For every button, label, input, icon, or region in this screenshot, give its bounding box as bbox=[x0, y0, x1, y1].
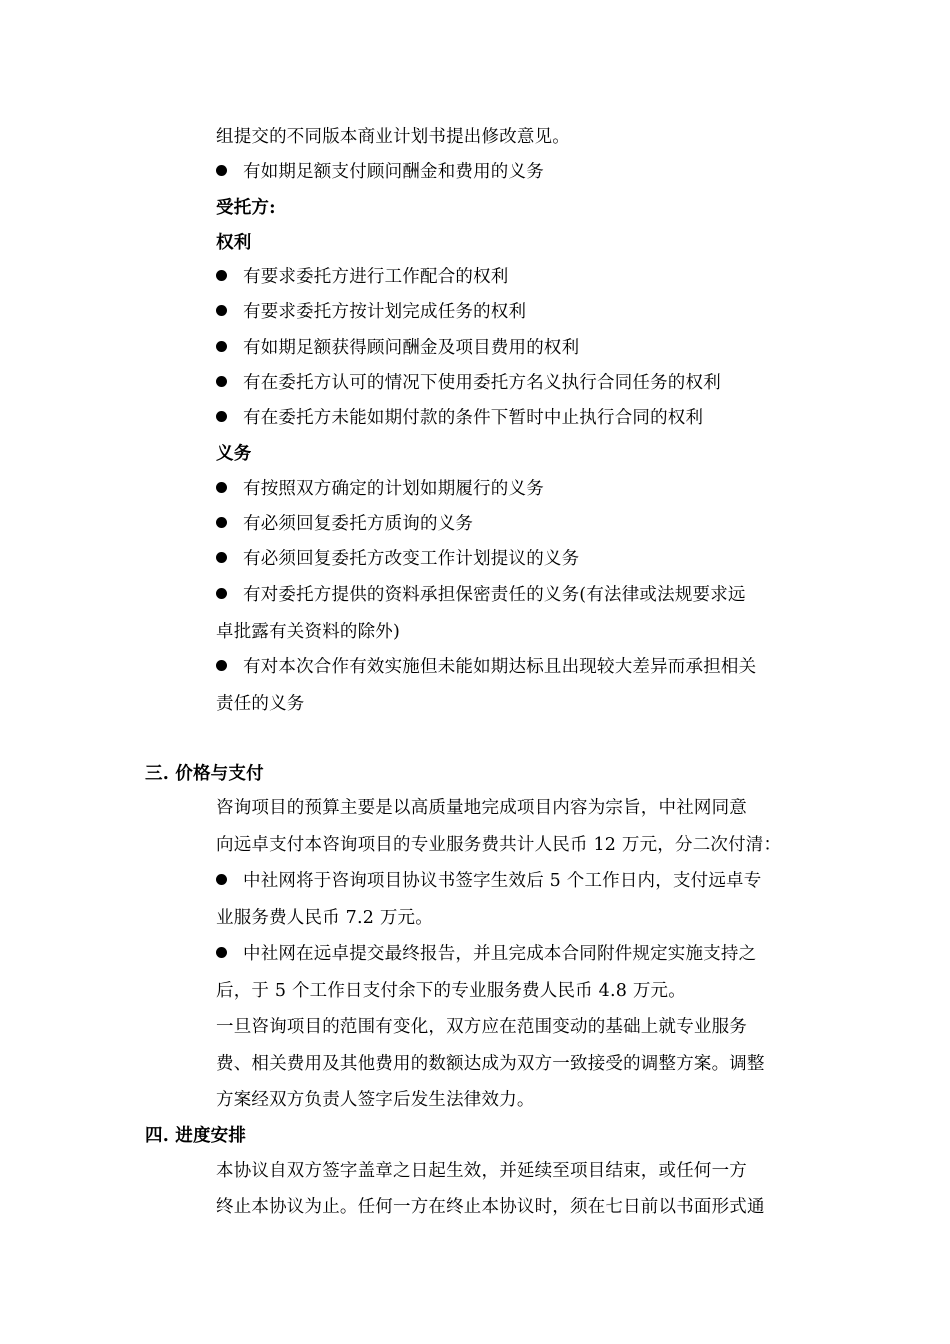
obligations-item bbox=[216, 547, 579, 571]
rights-item-text: 有在委托方未能如期付款的条件下暂时中止执行合同的权利 bbox=[243, 408, 704, 428]
obligations-item-continuation: 卓批露有关资料的除外) bbox=[216, 622, 401, 642]
section-4-heading: 四. 进度安排 bbox=[145, 1126, 247, 1146]
obligations-heading: 义务 bbox=[216, 444, 252, 464]
bullet-icon bbox=[216, 482, 227, 493]
obligations-item-text: 有必须回复委托方改变工作计划提议的义务 bbox=[243, 549, 580, 569]
rights-item bbox=[216, 336, 579, 360]
rights-heading: 权利 bbox=[216, 233, 252, 253]
bullet-icon bbox=[216, 411, 227, 422]
section-4-paragraph: 终止本协议为止。任何一方在终止本协议时，须在七日前以书面形式通 bbox=[216, 1197, 765, 1217]
section-3-paragraph: 费、相关费用及其他费用的数额达成为双方一致接受的调整方案。调整 bbox=[216, 1054, 765, 1074]
rights-item-text: 有要求委托方按计划完成任务的权利 bbox=[243, 302, 527, 322]
bullet-icon bbox=[216, 517, 227, 528]
obligations-item-text: 有对本次合作有效实施但未能如期达标且出现较大差异而承担相关 bbox=[243, 657, 757, 677]
payment-item-continuation: 业服务费人民币 7.2 万元。 bbox=[216, 908, 433, 928]
obligations-item bbox=[216, 477, 544, 501]
payment-item-text: 中社网将于咨询项目协议书签字生效后 5 个工作日内，支付远卓专 bbox=[243, 871, 762, 891]
bullet-icon bbox=[216, 270, 227, 281]
bullet-icon bbox=[216, 341, 227, 352]
client-obligation-item bbox=[216, 160, 544, 184]
obligations-item bbox=[216, 655, 756, 679]
rights-item bbox=[216, 371, 721, 395]
bullet-icon bbox=[216, 376, 227, 387]
bullet-icon bbox=[216, 165, 227, 176]
payment-item bbox=[216, 942, 756, 966]
obligations-item-text: 有按照双方确定的计划如期履行的义务 bbox=[243, 479, 544, 499]
obligations-item bbox=[216, 512, 473, 536]
section-3-heading: 三. 价格与支付 bbox=[145, 764, 264, 784]
bullet-icon bbox=[216, 660, 227, 671]
continuation-text: 组提交的不同版本商业计划书提出修改意见。 bbox=[216, 127, 570, 147]
section-3-paragraph: 向远卓支付本咨询项目的专业服务费共计人民币 12 万元，分二次付清： bbox=[216, 835, 782, 855]
rights-item bbox=[216, 300, 526, 324]
obligations-item-text: 有必须回复委托方质询的义务 bbox=[243, 514, 474, 534]
rights-item bbox=[216, 406, 703, 430]
bullet-icon bbox=[216, 947, 227, 958]
payment-item-continuation: 后，于 5 个工作日支付余下的专业服务费人民币 4.8 万元。 bbox=[216, 981, 686, 1001]
payment-item-text: 中社网在远卓提交最终报告，并且完成本合同附件规定实施支持之 bbox=[243, 944, 757, 964]
section-3-paragraph: 咨询项目的预算主要是以高质量地完成项目内容为宗旨，中社网同意 bbox=[216, 798, 747, 818]
rights-item-text: 有在委托方认可的情况下使用委托方名义执行合同任务的权利 bbox=[243, 373, 721, 393]
bullet-icon bbox=[216, 874, 227, 885]
bullet-icon bbox=[216, 305, 227, 316]
section-3-paragraph: 方案经双方负责人签字后发生法律效力。 bbox=[216, 1090, 535, 1110]
rights-item-text: 有要求委托方进行工作配合的权利 bbox=[243, 267, 509, 287]
obligations-item-text: 有对委托方提供的资料承担保密责任的义务(有法律或法规要求远 bbox=[243, 585, 746, 605]
bullet-icon bbox=[216, 552, 227, 563]
rights-item-text: 有如期足额获得顾问酬金及项目费用的权利 bbox=[243, 338, 580, 358]
trustee-heading: 受托方: bbox=[216, 198, 276, 218]
payment-item bbox=[216, 869, 761, 893]
rights-item bbox=[216, 265, 509, 289]
section-4-paragraph: 本协议自双方签字盖章之日起生效，并延续至项目结束，或任何一方 bbox=[216, 1161, 747, 1181]
obligations-item bbox=[216, 583, 746, 607]
obligations-item-continuation: 责任的义务 bbox=[216, 694, 305, 714]
section-3-paragraph: 一旦咨询项目的范围有变化，双方应在范围变动的基础上就专业服务 bbox=[216, 1017, 747, 1037]
bullet-icon bbox=[216, 588, 227, 599]
client-obligation-text: 有如期足额支付顾问酬金和费用的义务 bbox=[243, 162, 544, 182]
